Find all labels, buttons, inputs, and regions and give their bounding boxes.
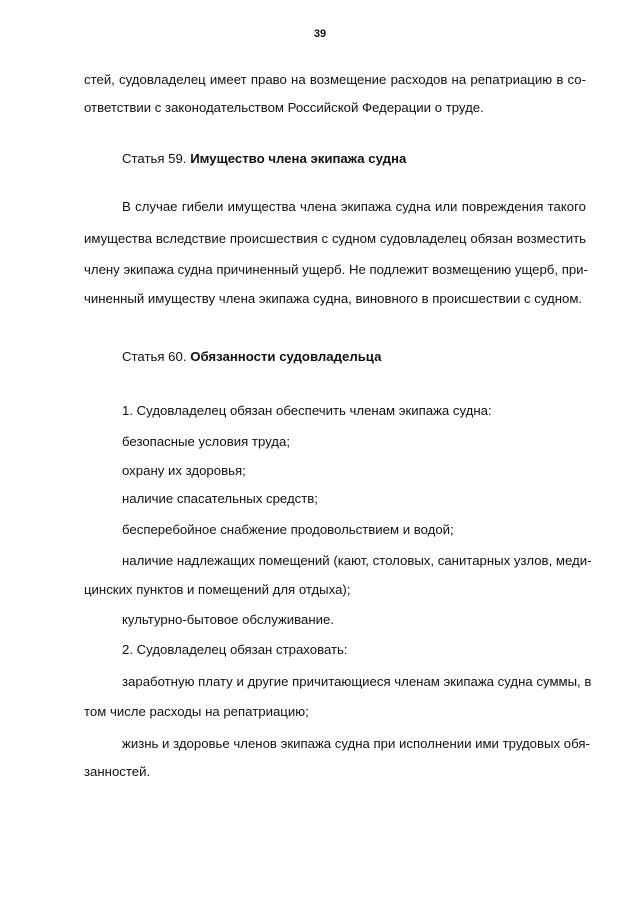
article-60-heading xyxy=(122,349,381,365)
article-title: Обязанности судовладельца xyxy=(190,349,382,364)
list-item: охрану их здоровья; xyxy=(122,463,246,478)
list-item: культурно-бытовое обслуживание. xyxy=(122,612,334,627)
list-item: занностей. xyxy=(84,764,151,779)
paragraph-line: члену экипажа судна причиненный ущерб. Не подлежит возмещению ущерб, при- xyxy=(84,262,588,277)
paragraph-line: стей, судовладелец имеет право на возмещение расходов на репатриацию в со- xyxy=(84,72,586,87)
paragraph-line: имущества вследствие происшествия с судном судовладелец обязан возместить xyxy=(84,231,586,246)
list-item: заработную плату и другие причитающиеся членам экипажа судна суммы, в xyxy=(122,674,592,689)
article-title: Имущество члена экипажа судна xyxy=(190,151,407,166)
list-item: цинских пунктов и помещений для отдыха); xyxy=(84,582,351,597)
list-item: безопасные условия труда; xyxy=(122,434,290,449)
list-item: том числе расходы на репатриацию; xyxy=(84,704,309,719)
page-number: 39 xyxy=(313,28,327,40)
list-item: бесперебойное снабжение продовольствием и водой; xyxy=(122,522,454,537)
paragraph-line: ответствии с законодательством Российской Федерации о труде. xyxy=(84,100,484,115)
list-item: 1. Судовладелец обязан обеспечить членам экипажа судна: xyxy=(122,403,492,418)
article-59-heading xyxy=(122,151,406,167)
list-item: наличие надлежащих помещений (кают, столовых, санитарных узлов, меди- xyxy=(122,553,592,568)
list-item: жизнь и здоровье членов экипажа судна при исполнении ими трудовых обя- xyxy=(122,736,590,751)
article-label: Статья 59. xyxy=(122,151,187,166)
paragraph-line: В случае гибели имущества члена экипажа судна или повреждения такого xyxy=(122,199,586,214)
list-item: 2. Судовладелец обязан страховать: xyxy=(122,642,348,657)
article-label: Статья 60. xyxy=(122,349,187,364)
paragraph-line: чиненный имуществу члена экипажа судна, виновного в происшествии с судном. xyxy=(84,291,583,306)
list-item: наличие спасательных средств; xyxy=(122,491,318,506)
